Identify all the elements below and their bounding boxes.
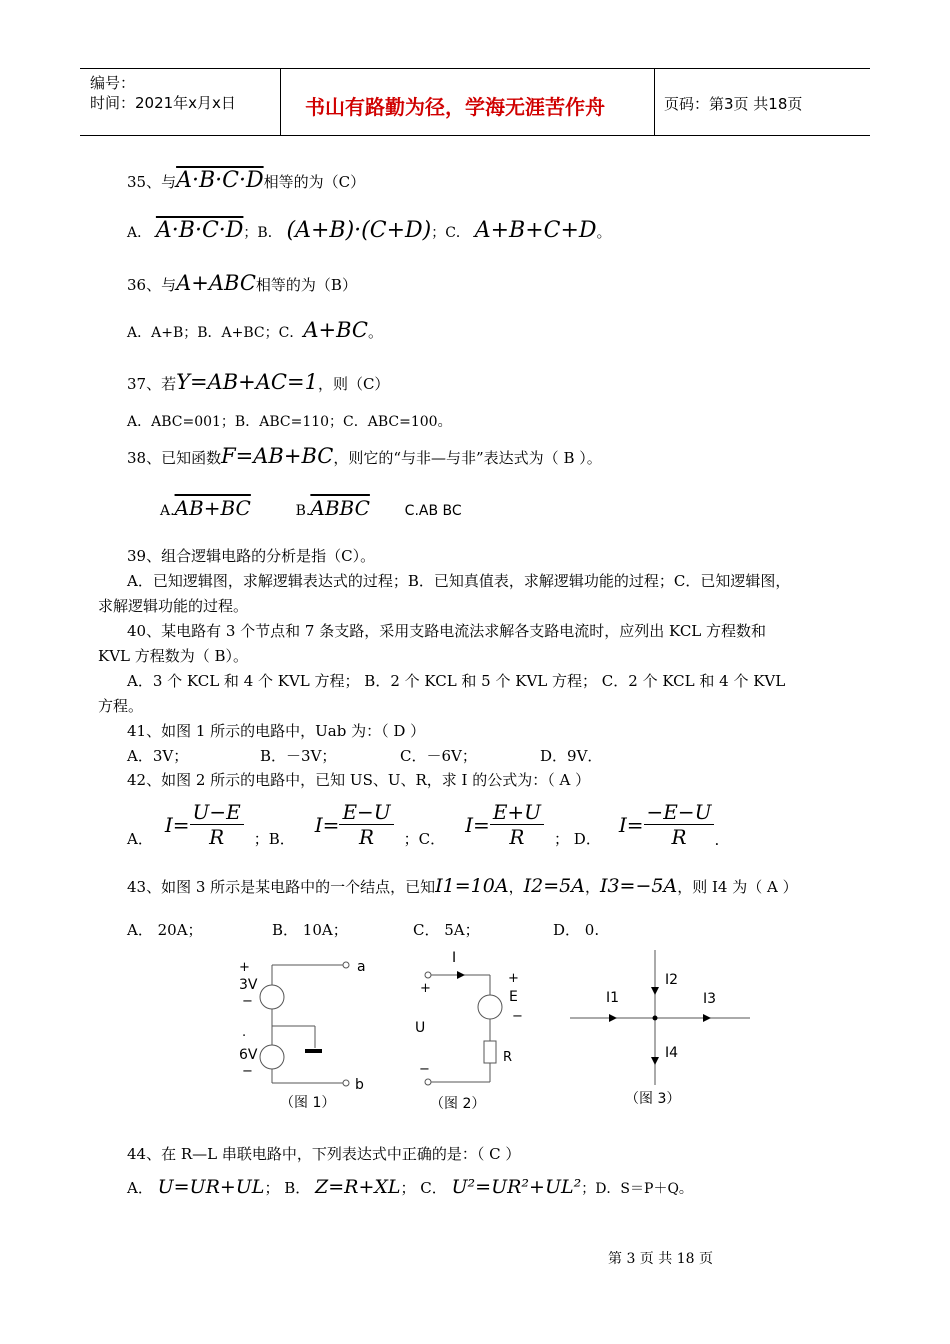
q42-end: . (714, 831, 720, 849)
q36-end: 。 (368, 323, 384, 341)
fig1-v1: 3V (239, 977, 258, 993)
q37-prefix: 37、若 (127, 375, 177, 393)
q40-stem-line2: KVL 方程数为（ B）。 (98, 647, 249, 665)
q37-options: A．ABC=001；B．ABC=110；C．ABC=100。 (127, 414, 452, 430)
q42-c-lhs: I= (465, 812, 490, 837)
q41-option-c: C．－6V； (400, 747, 477, 765)
q44-b-label: ； B． (264, 1179, 311, 1197)
q40-options-line1: A．3 个 KCL 和 4 个 KVL 方程； B．2 个 KCL 和 5 个 KVL 方程； C．2 个 KCL 和 4 个 KVL (127, 672, 786, 690)
fig2-e-label: E (509, 989, 518, 1005)
q36-expr: A+ABC (176, 271, 256, 295)
q35-a-label: A． (127, 225, 152, 241)
q42-b-num: E−U (339, 800, 393, 825)
q43-stem (127, 875, 798, 897)
q39-options-line2: 求解逻辑功能的过程。 (98, 597, 249, 615)
q44-d-text: ；D．S＝P＋Q。 (581, 1181, 693, 1197)
fig1-dot: · (242, 1029, 247, 1044)
q36-suffix: 相等的为（B） (255, 276, 357, 294)
q44-a-expr: U=UR+UL (157, 1176, 265, 1198)
q36-prefix: 36、与 (127, 276, 177, 294)
footer-page-number: 第 3 页 共 18 页 (608, 1251, 713, 1267)
q36-options-text: A．A+B；B．A+BC；C． (127, 325, 304, 341)
q39-options-line1: A．已知逻辑图，求解逻辑表达式的过程；B．已知真值表，求解逻辑功能的过程；C．已知逻辑图， (127, 572, 791, 590)
q38-suffix: ，则它的“与非—与非”表达式为（ B ）。 (333, 449, 602, 467)
q35-expr: A·B·C·D (176, 168, 264, 193)
q40-options-line2: 方程。 (98, 697, 144, 715)
q42-d-fraction (644, 800, 715, 849)
fig2-caption: （图 2） (430, 1096, 486, 1112)
fig2-plus-e: + (508, 971, 519, 986)
fig3-caption: （图 3） (625, 1091, 681, 1107)
fig2-minus-left: − (419, 1062, 430, 1077)
fig1-label-a: a (357, 959, 366, 975)
q41-option-a: A．3V； (127, 747, 189, 765)
fig2-current-label: I (452, 950, 457, 966)
header-top-rule (80, 68, 870, 69)
q38-a-expr: AB+BC (174, 496, 251, 520)
q37-suffix: ，则（C） (317, 375, 390, 393)
q38-b-label: B. (295, 503, 311, 519)
q43-i1: I1=10A (435, 875, 509, 897)
fig3-i4: I4 (665, 1045, 679, 1061)
fig1-caption: （图 1） (280, 1095, 336, 1111)
fig1-plus-1: + (239, 960, 250, 975)
figure-2-circuit (405, 945, 535, 1120)
header-bottom-rule (80, 135, 870, 136)
q38-expr: F=AB+BC (221, 444, 334, 468)
q44-stem: 44、在 R—L 串联电路中，下列表达式中正确的是：（ C ） (127, 1145, 521, 1163)
fig2-plus-left: + (420, 981, 431, 996)
header-code-label: 编号： (90, 74, 136, 92)
fig1-minus-2: − (242, 1064, 253, 1079)
q44-options (127, 1176, 693, 1198)
q35-b-expr: (A+B)·(C+D) (286, 218, 432, 243)
fig1-v2: 6V (239, 1047, 258, 1063)
q42-d-lhs: I= (618, 812, 644, 837)
q35-prefix: 35、与 (127, 173, 177, 191)
figure-3-node (565, 945, 755, 1115)
figure-1-circuit (225, 950, 385, 1120)
q41-option-d: D．9V． (540, 747, 603, 765)
q44-c-expr: U²=UR²+UL² (451, 1176, 582, 1198)
q42-a-fraction (190, 800, 244, 849)
q42-b-fraction (339, 800, 393, 849)
q42-a-label: A． (127, 830, 153, 848)
q39-stem: 39、组合逻辑电路的分析是指（C）。 (127, 547, 376, 565)
q36-stem (127, 271, 357, 295)
q42-a-num: U−E (190, 800, 244, 825)
q40-stem-line1: 40、某电路有 3 个节点和 7 条支路，采用支路电流法求解各支路电流时，应列出 KCL 方程数和 (127, 622, 767, 640)
header-time-label: 时间：2021年x月x日 (90, 94, 236, 112)
q42-a-den: R (209, 825, 225, 849)
q43-prefix: 43、如图 3 所示是某电路中的一个结点，已知 (127, 878, 436, 896)
q42-stem: 42、如图 2 所示的电路中，已知 US、U、R，求 I 的公式为：（ A ） (127, 771, 591, 789)
q35-a-expr: A·B·C·D (155, 218, 244, 243)
fig2-r-label: R (503, 1050, 513, 1065)
q41-option-b: B．－3V； (260, 747, 337, 765)
q35-options (127, 218, 612, 243)
q42-c-den: R (509, 825, 525, 849)
fig3-i2: I2 (665, 972, 679, 988)
q37-expr: Y=AB+AC=1 (176, 370, 318, 394)
q35-c-expr: A+B+C+D (474, 218, 597, 243)
q44-c-label: ； C． (400, 1179, 447, 1197)
q42-d-den: R (671, 825, 687, 849)
q37-stem (127, 370, 389, 394)
q42-options (127, 800, 719, 849)
q36-c-expr: A+BC (303, 318, 368, 342)
q42-d-num: −E−U (644, 800, 715, 825)
fig1-minus-1: − (242, 994, 253, 1009)
q35-suffix: 相等的为（C） (263, 173, 366, 191)
q43-option-c: C． 5A； (413, 921, 480, 939)
q42-d-label: ； D． (554, 830, 601, 848)
fig2-minus-e: − (512, 1009, 523, 1024)
q43-option-d: D． 0. (553, 921, 600, 939)
q43-sep-2: ， (584, 878, 600, 896)
header-divider-2 (654, 68, 655, 135)
q42-b-den: R (359, 825, 375, 849)
header-motto: 书山有路勤为径，学海无涯苦作舟 (305, 95, 605, 119)
q41-stem: 41、如图 1 所示的电路中，Uab 为：（ D ） (127, 722, 426, 740)
fig3-i1: I1 (606, 990, 620, 1006)
q35-b-label: ；B． (243, 225, 282, 241)
q38-b-expr: ABBC (310, 496, 370, 520)
q43-i2: I2=5A (523, 875, 585, 897)
q43-sep-1: ， (508, 878, 524, 896)
q42-b-label: ；B． (253, 830, 295, 848)
q42-b-lhs: I= (314, 812, 340, 837)
q38-options (160, 496, 462, 520)
q35-stem (127, 168, 365, 193)
q35-c-label: ；C． (431, 225, 470, 241)
q43-suffix: ，则 I4 为（ A ） (677, 878, 798, 896)
q43-option-a: A． 20A； (127, 921, 203, 939)
q38-a-label: A. (160, 503, 175, 519)
q43-option-b: B． 10A； (272, 921, 348, 939)
q35-end: 。 (596, 223, 612, 241)
q42-c-label: ；C． (403, 830, 446, 848)
q38-prefix: 38、已知函数 (127, 449, 222, 467)
header-divider-1 (280, 68, 281, 135)
q38-stem (127, 444, 602, 468)
q44-a-label: A． (127, 1179, 153, 1197)
header-page-info: 页码：第3页 共18页 (664, 95, 803, 113)
q42-c-num: E+U (490, 800, 544, 825)
fig3-i3: I3 (703, 991, 717, 1007)
q42-a-lhs: I= (164, 812, 190, 837)
q38-c-text: C.AB BC (404, 503, 462, 519)
q36-options (127, 318, 383, 342)
q44-b-expr: Z=R+XL (315, 1176, 401, 1198)
fig1-label-b: b (355, 1077, 364, 1093)
q42-c-fraction (490, 800, 544, 849)
q43-i3: I3=−5A (599, 875, 678, 897)
fig2-u-label: U (415, 1020, 426, 1036)
